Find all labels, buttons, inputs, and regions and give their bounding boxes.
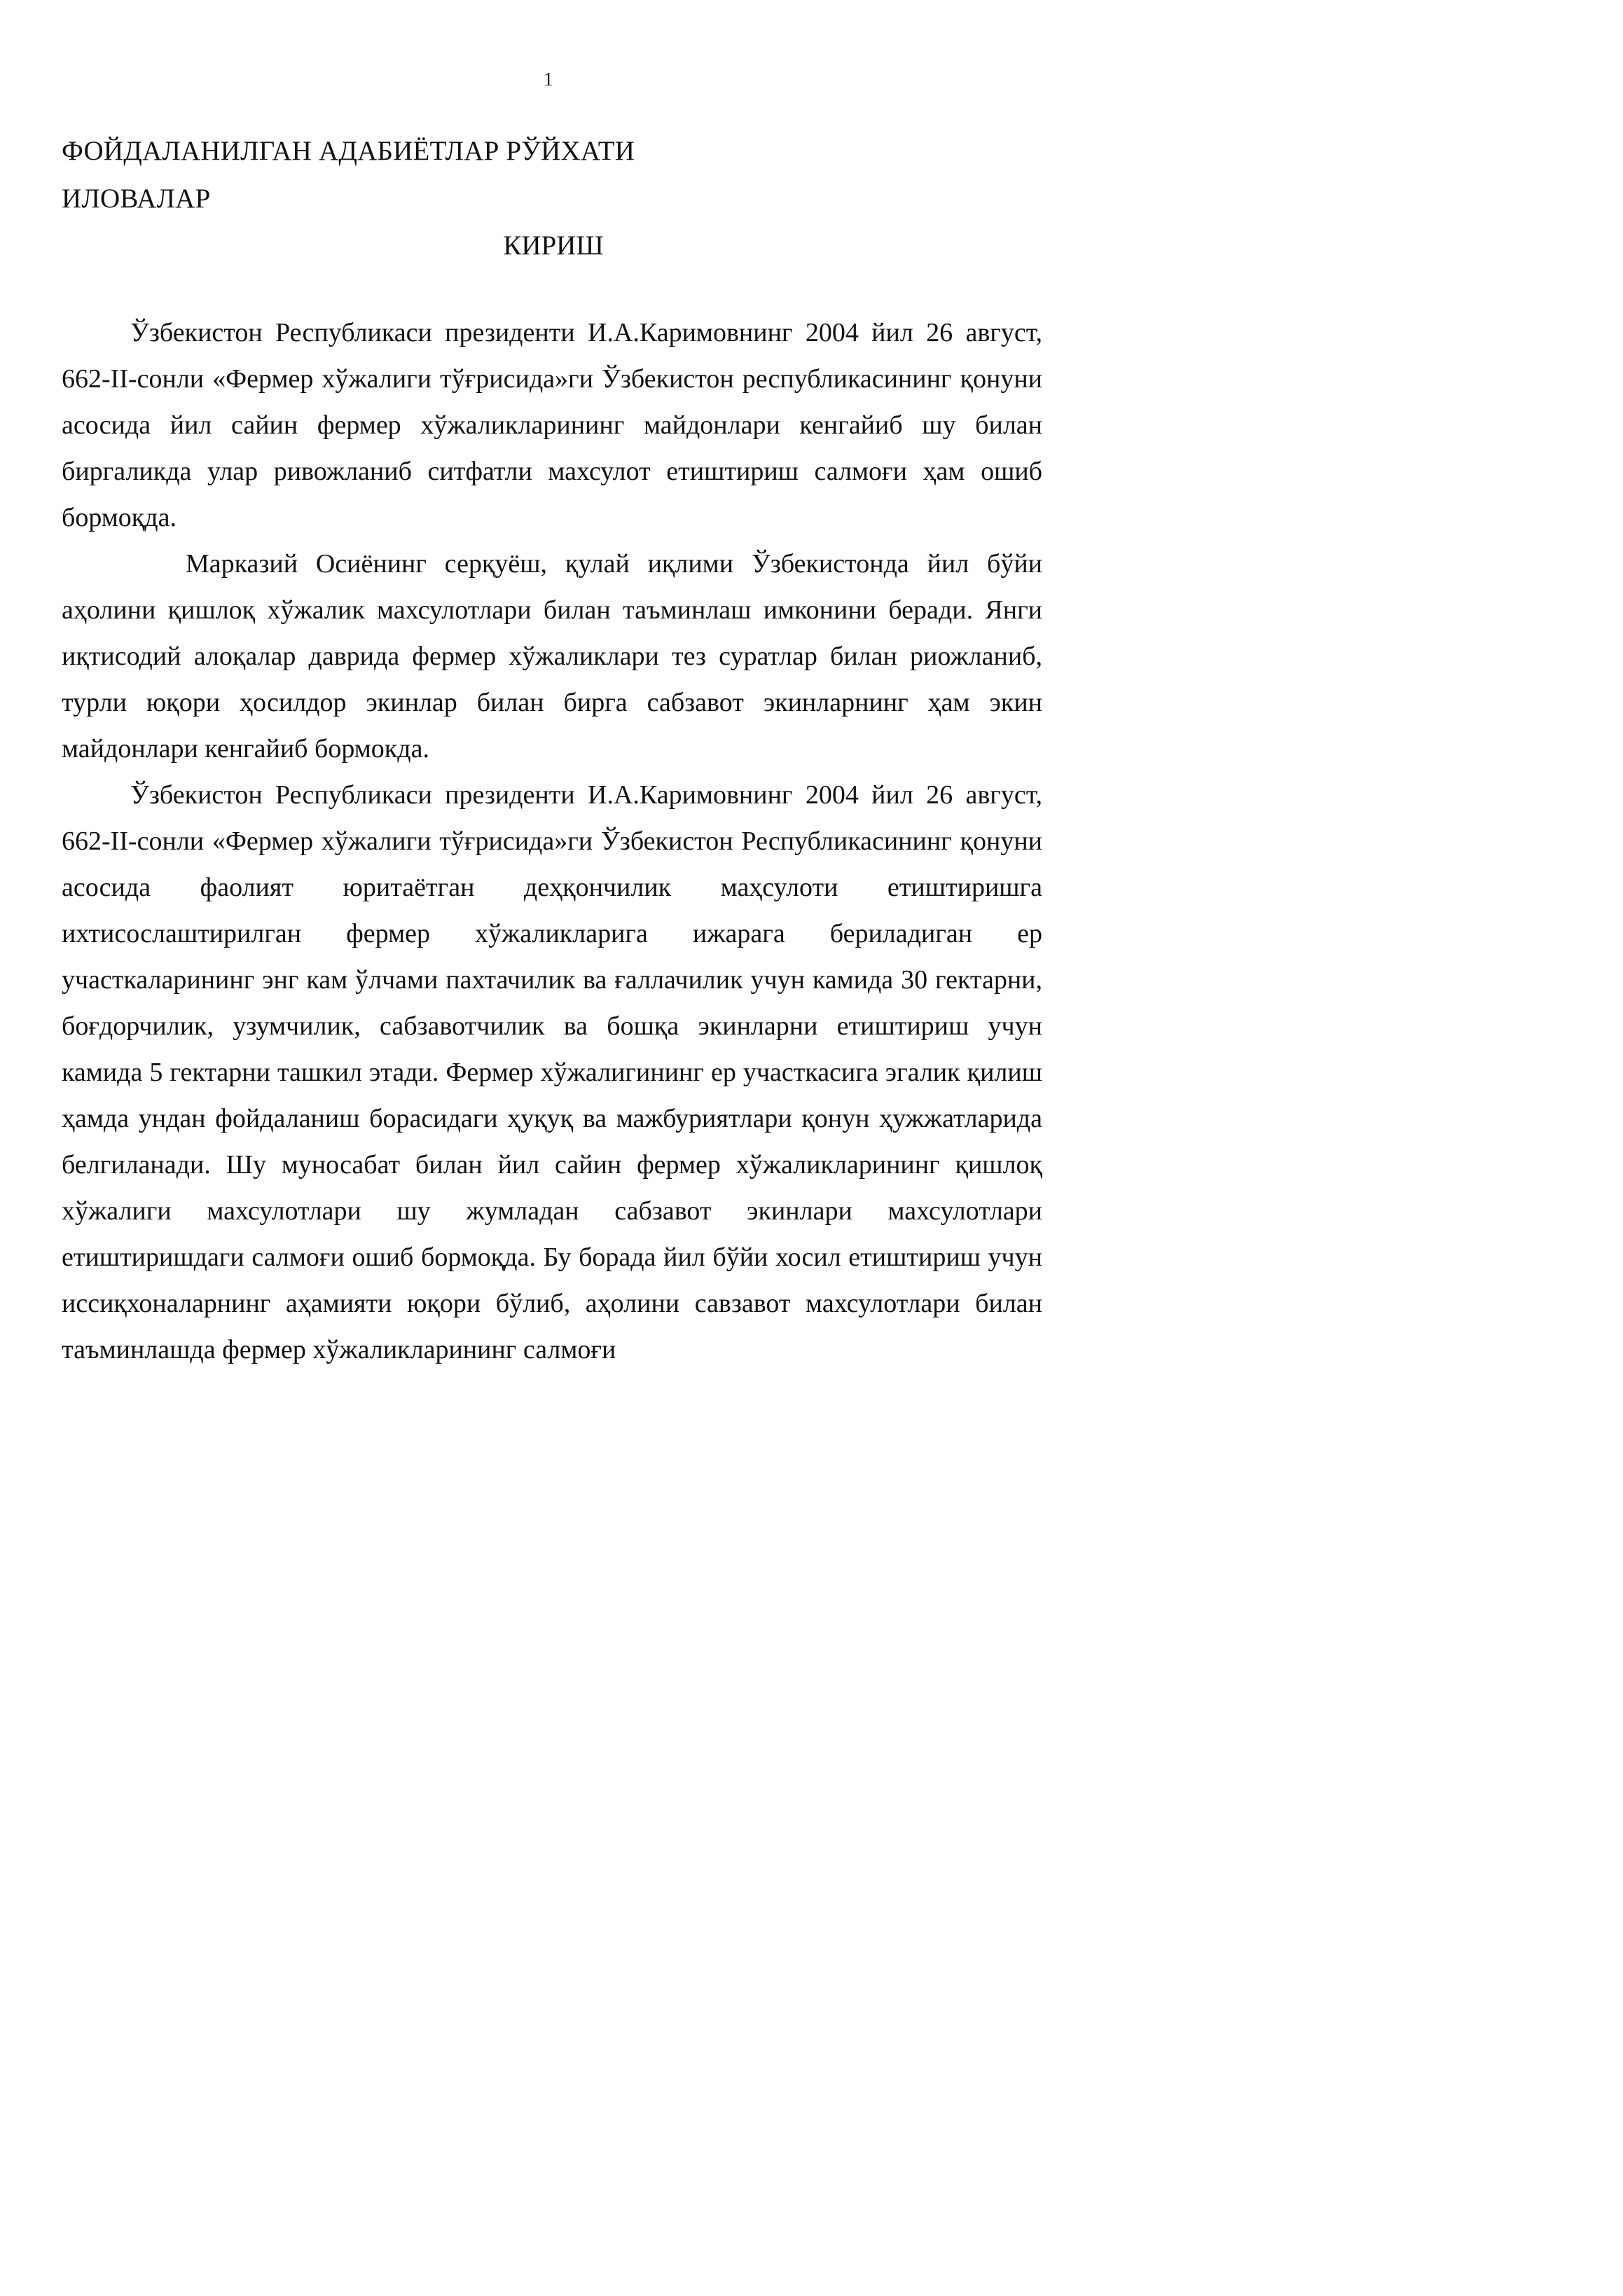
toc-item-appendices: ИЛОВАЛАР — [62, 184, 211, 214]
section-body — [62, 310, 1042, 1373]
paragraph-2: Марказий Осиёнинг серқуёш, қулай иқлими Ўзбекистонда йил бўйи аҳолини қишлоқ хўжалик махсулотлари билан таъминлаш имконини беради. Янги иқтисодий алоқалар даврида фермер хўжаликлари тез суратлар билан риожланиб, турли юқори ҳосилдор экинлар билан бирга сабзавот экинларнинг ҳам экин майдонлари кенгайиб бормокда. — [62, 549, 1042, 763]
paragraph-1: Ўзбекистон Республикаси президенти И.А.Каримовнинг 2004 йил 26 август, 662-II-сонли «Фермер хўжалиги тўғрисида»ги Ўзбекистон республикасининг қонуни асосида йил сайин фермер хўжаликларининг майдонлари кенгайиб шу билан биргаликда улар ривожланиб ситфатли махсулот етиштириш салмоғи ҳам ошиб бормоқда. — [62, 318, 1042, 532]
page-number: 1 — [544, 69, 553, 90]
paragraph-3: Ўзбекистон Республикаси президенти И.А.Каримовнинг 2004 йил 26 август, 662-II-сонли «Фермер хўжалиги тўғрисида»ги Ўзбекистон Республикасининг қонуни асосида фаолият юритаётган деҳқончилик маҳсулоти етиштиришга ихтисослаштирилган фермер хўжаликларига ижарага бериладиган ер участкаларининг энг кам ўлчами пахтачилик ва ғаллачилик учун камида 30 гектарни, боғдорчилик, узумчилик, сабзавотчилик ва бошқа экинларни етиштириш учун камида 5 гектарни ташкил этади. Фермер хўжалигининг ер участкасига эгалик қилиш ҳамда ундан фойдаланиш борасидаги ҳуқуқ ва мажбуриятлари қонун ҳужжатларида белгиланади. Шу муносабат билан йил сайин фермер хўжаликларининг қишлоқ хўжалиги махсулотлари шу жумладан сабзавот экинлари махсулотлари етиштиришдаги салмоғи ошиб бормоқда. Бу борада йил бўйи хосил етиштириш учун иссиқхоналарнинг аҳамияти юқори бўлиб, аҳолини савзавот махсулотлари билан таъминлашда фермер хўжаликларининг салмоғи — [62, 780, 1042, 1364]
toc-item-references: ФОЙДАЛАНИЛГАН АДАБИЁТЛАР РЎЙХАТИ — [62, 136, 635, 166]
section-title: КИРИШ — [503, 230, 604, 261]
